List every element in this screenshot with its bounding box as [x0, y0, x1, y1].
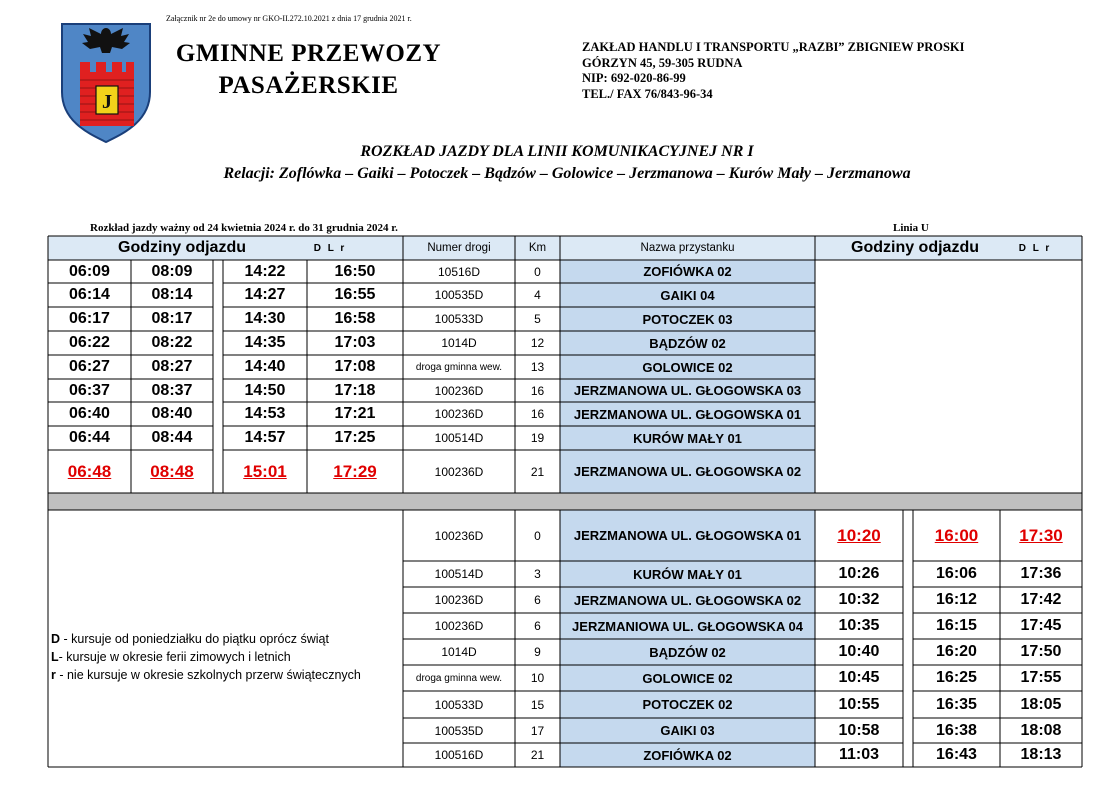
departure-time: 16:06 [936, 565, 977, 582]
km-value: 21 [530, 464, 545, 479]
departure-time: 16:25 [936, 669, 977, 686]
departure-time: 18:13 [1020, 746, 1062, 763]
road-number: 100533D [434, 697, 484, 712]
km-value: 16 [530, 407, 545, 421]
road-number: 100236D [434, 407, 484, 421]
departure-time: 08:37 [151, 381, 193, 399]
company-nip: NIP: 692-020-86-99 [582, 71, 686, 85]
km-value: 16 [530, 383, 545, 398]
departure-time: 14:53 [244, 405, 286, 422]
stop-name: GAIKI 03 [660, 723, 715, 738]
departure-time: 06:37 [69, 381, 110, 399]
stop-name: GOLOWICE 02 [642, 359, 733, 375]
departure-time: 14:27 [244, 286, 286, 303]
departure-time: 06:17 [69, 310, 110, 327]
road-number: droga gminna wew. [415, 672, 503, 684]
road-number: 1014D [441, 336, 477, 350]
svg-text:J: J [102, 91, 112, 113]
departure-time: 18:08 [1020, 721, 1062, 739]
stop-name: BĄDZÓW 02 [649, 644, 726, 660]
departure-time: 06:22 [69, 334, 110, 351]
legend-item [51, 648, 361, 666]
departure-time: 10:26 [838, 565, 880, 582]
stop-name-header: Nazwa przystanku [640, 242, 735, 254]
departure-time: 16:00 [934, 525, 979, 545]
legend-key: L [51, 650, 59, 664]
road-number: 100533D [434, 312, 484, 326]
stop-name: ZOFIÓWKA 02 [643, 264, 732, 279]
legend-item [51, 666, 361, 684]
company-address: GÓRZYN 45, 59-305 RUDNA [582, 55, 743, 70]
departure-time: 14:30 [244, 310, 286, 327]
departure-time: 10:20 [837, 525, 881, 545]
validity-note: Rozkład jazdy ważny od 24 kwietnia 2024 r. do 31 grudnia 2024 r. [90, 222, 398, 234]
departure-time: 10:35 [838, 617, 880, 634]
timetable-title: ROZKŁAD JAZDY DLA LINII KOMUNIKACYJNEJ NR I [360, 143, 754, 160]
departure-time: 16:35 [936, 695, 977, 713]
departure-time: 17:45 [1020, 617, 1062, 634]
departure-time: 17:03 [334, 334, 376, 351]
stop-name: JERZMANIOWA UL. GŁOGOWSKA 04 [572, 618, 803, 634]
stop-name: JERZMANOWA UL. GŁOGOWSKA 02 [573, 592, 802, 608]
legend-item [51, 630, 361, 648]
organization-line-2: PASAŻERSKIE [218, 72, 399, 99]
organization-line-1: GMINNE PRZEWOZY [175, 40, 442, 67]
departure-time: 17:08 [334, 358, 376, 375]
departure-time: 16:15 [936, 617, 977, 634]
legend-key: r [51, 668, 56, 682]
departure-time: 08:44 [151, 429, 193, 446]
road-number: 100236D [434, 593, 484, 607]
km-value: 0 [534, 528, 541, 543]
departure-time: 17:18 [334, 381, 376, 399]
road-number: 100236D [434, 464, 484, 479]
departure-time: 14:35 [244, 334, 286, 351]
departure-time: 10:55 [838, 695, 880, 713]
departure-time: 08:48 [150, 461, 194, 481]
stop-name: JERZMANOWA UL. GŁOGOWSKA 01 [573, 528, 802, 543]
departure-time: 18:05 [1020, 695, 1062, 713]
km-value: 6 [534, 619, 541, 633]
km-value: 10 [530, 671, 545, 685]
road-number: 10516D [437, 264, 481, 279]
km-value: 17 [530, 723, 545, 738]
departure-time: 10:32 [838, 591, 880, 608]
legend-text: - nie kursuje w okresie szkolnych przerw świątecznych [55, 668, 361, 682]
cell-fill [48, 493, 1082, 510]
km-value: 6 [534, 593, 541, 607]
km-value: 12 [530, 336, 545, 350]
road-number: 100236D [434, 528, 484, 543]
departures-header-right: Godziny odjazdu [851, 239, 979, 256]
km-value: 5 [534, 312, 541, 326]
timetable-route: Relacji: Zoflówka – Gaiki – Potoczek – Bądzów – Golowice – Jerzmanowa – Kurów Mały – Jerzmanowa [223, 165, 911, 182]
road-number-header: Numer drogi [427, 242, 491, 254]
road-number: 100535D [434, 288, 484, 302]
stop-name: JERZMANOWA UL. GŁOGOWSKA 03 [573, 383, 802, 398]
km-value: 4 [534, 288, 541, 302]
departure-time: 14:40 [244, 358, 286, 375]
departure-time: 10:58 [838, 721, 880, 739]
road-number: 100236D [434, 619, 484, 633]
departure-time: 06:09 [69, 262, 110, 280]
km-value: 13 [530, 360, 545, 374]
departures-header: Godziny odjazdu [118, 239, 246, 256]
departure-time: 17:30 [1019, 525, 1063, 545]
departure-time: 11:03 [838, 746, 880, 763]
departure-time: 17:50 [1020, 643, 1062, 660]
road-number: 1014D [441, 645, 477, 659]
departure-time: 06:27 [69, 358, 110, 375]
departure-time: 16:43 [936, 746, 977, 763]
road-number: droga gminna wew. [415, 361, 503, 373]
departure-time: 16:55 [334, 286, 376, 303]
annex-note: Załącznik nr 2e do umowy nr GKO-II.272.10.2021 z dnia 17 grudnia 2021 r. [166, 14, 412, 23]
company-name: ZAKŁAD HANDLU I TRANSPORTU „RAZBI” ZBIGNIEW PROSKI [582, 40, 965, 54]
departure-time: 08:14 [151, 286, 193, 303]
departure-time: 06:14 [69, 286, 110, 303]
km-value: 21 [530, 748, 545, 762]
departure-time: 17:29 [333, 461, 377, 481]
stop-name: KURÓW MAŁY 01 [633, 566, 742, 582]
departure-time: 14:22 [244, 262, 286, 280]
road-number: 100514D [434, 567, 484, 581]
legend-text: - kursuje w okresie ferii zimowych i letnich [58, 650, 291, 664]
departure-time: 10:40 [838, 643, 880, 660]
km-header: Km [528, 242, 547, 254]
dlr-header-right: D L r [1018, 242, 1052, 254]
departure-time: 16:12 [936, 591, 977, 608]
km-value: 3 [534, 567, 541, 581]
departure-time: 15:01 [243, 461, 287, 481]
departure-time: 16:58 [334, 310, 376, 327]
km-value: 19 [530, 431, 545, 445]
departure-time: 08:27 [151, 358, 193, 375]
departure-time: 16:20 [936, 643, 977, 660]
departure-time: 08:40 [151, 405, 193, 422]
departure-time: 17:25 [334, 429, 376, 446]
stop-name: ZOFIÓWKA 02 [643, 747, 732, 763]
road-number: 100236D [434, 383, 484, 398]
departure-time: 17:21 [334, 405, 376, 422]
departure-time: 14:50 [244, 381, 286, 399]
km-value: 9 [534, 645, 541, 659]
stop-name: KURÓW MAŁY 01 [633, 430, 742, 446]
departure-time: 14:57 [244, 429, 286, 446]
km-value: 15 [530, 697, 545, 712]
departure-time: 17:36 [1020, 565, 1062, 582]
road-number: 100535D [434, 723, 484, 738]
stop-name: GOLOWICE 02 [642, 670, 733, 686]
departure-time: 16:50 [334, 262, 376, 280]
departure-time: 06:44 [69, 429, 110, 446]
road-number: 100516D [434, 748, 484, 762]
stop-name: POTOCZEK 03 [642, 311, 733, 327]
departure-time: 08:22 [151, 334, 193, 351]
stop-name: GAIKI 04 [660, 287, 715, 303]
dlr-header: D L r [313, 242, 347, 254]
stop-name: POTOCZEK 02 [642, 697, 733, 712]
stop-name: BĄDZÓW 02 [649, 335, 726, 351]
departure-time: 08:17 [151, 310, 193, 327]
km-value: 0 [534, 264, 541, 279]
departure-time: 06:48 [67, 461, 112, 481]
departure-time: 06:40 [69, 405, 110, 422]
stop-name: JERZMANOWA UL. GŁOGOWSKA 02 [573, 464, 802, 479]
road-number: 100514D [434, 431, 484, 445]
departure-time: 16:38 [936, 721, 977, 739]
stop-name: JERZMANOWA UL. GŁOGOWSKA 01 [573, 406, 802, 422]
departure-time: 10:45 [838, 669, 880, 686]
departure-time: 17:55 [1020, 669, 1062, 686]
line-label: Linia U [893, 222, 929, 234]
departure-time: 17:42 [1020, 591, 1062, 608]
legend [51, 630, 361, 684]
company-phone: TEL./ FAX 76/843-96-34 [582, 86, 713, 101]
departure-time: 08:09 [151, 262, 193, 280]
legend-text: - kursuje od poniedziałku do piątku oprócz świąt [60, 632, 329, 646]
legend-key: D [51, 632, 61, 646]
